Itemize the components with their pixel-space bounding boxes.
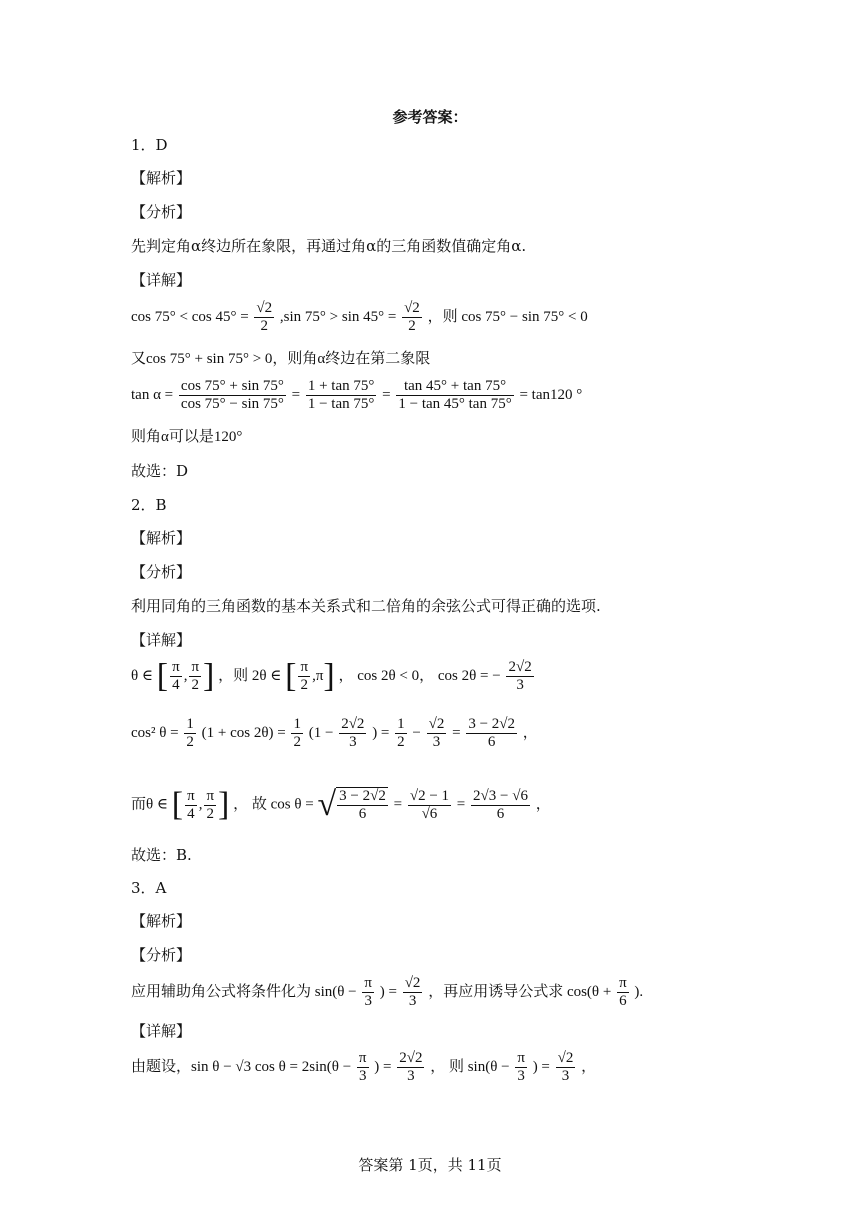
q1-choice: 故选：D [131, 462, 189, 480]
q2-number: 2．B [131, 496, 167, 514]
q3-fenxi: 【分析】 [131, 946, 192, 964]
q1-fenxi: 【分析】 [131, 203, 192, 221]
q1-number: 1．D [131, 136, 168, 154]
fraction: $\frac{\tan 45^\circ + \tan 75^\circ}{1 - \tan 45^\circ \tan 75^\circ}$ [398, 378, 512, 412]
q1-formula-tan: tan α = $\frac{\cos 75^\circ + \sin 75^\circ}{\cos 75^\circ - \sin 75^\circ}$ = $\frac{1 + \tan 75^\circ}{1 - \tan 75^\circ}$ = $\frac{\tan 45^\circ + \tan 75^\circ}{1 - \tan 45^\circ \tan 75^\circ}$ = tan120 ° [131, 378, 583, 412]
fraction: $\frac{√2}{2}$ [404, 300, 420, 334]
q2-fenxi: 【分析】 [131, 563, 192, 581]
fraction: $\frac{3 - 2√2}{6}$ [468, 716, 516, 750]
q3-jiexi: 【解析】 [131, 912, 192, 930]
page-footer: 答案第 1页，共 11页 [358, 1156, 502, 1174]
fraction: $\frac{2√3 - √6}{6}$ [473, 787, 528, 822]
fraction: $\frac{2√2}{3}$ [341, 716, 365, 750]
q3-number: 3．A [131, 879, 167, 897]
q1-xiangjie: 【详解】 [131, 271, 192, 289]
fraction: $\frac{1}{2}$ [397, 716, 405, 750]
fraction: $\frac{√2}{2}$ [256, 300, 273, 334]
fraction: $\frac{\pi}{2}$ [191, 659, 200, 693]
fraction: $\frac{\pi}{4}$ [172, 659, 180, 693]
fraction: $\frac{\pi}{3}$ [364, 975, 372, 1009]
q3-fenxi-text: 应用辅助角公式将条件化为 sin(θ − $\frac{\pi}{3}$ ) = $\frac{√2}{3}$ ，再应用诱导公式求 cos(θ + $\frac{\pi}{6}$ ). [131, 975, 644, 1009]
q1-jiexi: 【解析】 [131, 169, 192, 187]
fraction: $\frac{1}{2}$ [186, 716, 194, 750]
fraction: $\frac{3 - 2√2}{6}$ [336, 787, 388, 823]
q1-formula-line1: cos 75° < cos 45° = $\frac{√2}{2}$ ,sin 75° > sin 45° = $\frac{√2}{2}$ ，则 cos 75° − sin 75° < 0 [131, 300, 588, 334]
q2-jiexi: 【解析】 [131, 529, 192, 547]
fraction: $\frac{√2}{3}$ [557, 1050, 574, 1084]
fraction: $\frac{2√2}{3}$ [399, 1050, 423, 1084]
fraction: $\frac{\pi}{4}$ [187, 787, 195, 822]
page-title: 参考答案： [392, 108, 468, 126]
q2-choice: 故选：B. [131, 846, 192, 864]
q2-formula-line2: cos² θ = $\frac{1}{2}$ (1 + cos 2θ) = $\frac{1}{2}$ (1 − $\frac{2√2}{3}$ ) = $\frac{1}{2}$ − $\frac{√2}{3}$ = $\frac{3 - 2√2}{6}$ ， [131, 716, 538, 750]
fraction: $\frac{√2 - 1}{√6}$ [409, 787, 450, 822]
q2-fenxi-text: 利用同角的三角函数的基本关系式和二倍角的余弦公式可得正确的选项. [131, 597, 601, 615]
q1-formula-line4: 则角α可以是120° [131, 429, 243, 445]
fraction: $\frac{\pi}{3}$ [358, 1050, 367, 1084]
fraction: $\frac{\pi}{2}$ [300, 659, 309, 693]
fraction: $\frac{\pi}{3}$ [517, 1050, 525, 1084]
q2-xiangjie: 【详解】 [131, 631, 192, 649]
fraction: $\frac{1 + \tan 75^\circ}{1 - \tan 75^\circ}$ [307, 378, 375, 412]
fraction: $\frac{\cos 75^\circ + \sin 75^\circ}{\cos 75^\circ - \sin 75^\circ}$ [180, 378, 284, 412]
fraction: $\frac{√2}{3}$ [428, 716, 445, 750]
fraction: $\frac{\pi}{2}$ [206, 787, 215, 822]
q2-formula-line1: θ ∈ [ $\frac{\pi}{4}$ , $\frac{\pi}{2}$ ] ，则 2θ ∈ [ $\frac{\pi}{2}$ ,π] ， cos 2θ < 0， cos 2θ = − $\frac{2√2}{3}$ [131, 657, 532, 695]
fraction: $\frac{2√2}{3}$ [508, 659, 532, 693]
fraction: $\frac{√2}{3}$ [404, 975, 421, 1009]
fraction: $\frac{1}{2}$ [293, 716, 301, 750]
q3-xiangjie: 【详解】 [131, 1022, 192, 1040]
q2-formula-line3: 而θ ∈ [ $\frac{\pi}{4}$ , $\frac{\pi}{2}$ ] ， 故 cos θ = √ $\frac{3 - 2√2}{6}$ = $\frac{√2 - 1}{√6}$ = $\frac{2√3 - √6}{6}$ ， [131, 786, 551, 823]
q3-detail-line: 由题设，sin θ − √3 cos θ = 2sin(θ − $\frac{\pi}{3}$ ) = $\frac{2√2}{3}$ ， 则 sin(θ − $\frac{\pi}{3}$ ) = $\frac{√2}{3}$ ， [131, 1050, 597, 1084]
q1-fenxi-text: 先判定角α终边所在象限，再通过角α的三角函数值确定角α. [131, 237, 527, 255]
q1-formula-line2: 又cos 75° + sin 75° > 0，则角α终边在第二象限 [131, 351, 431, 367]
fraction: $\frac{\pi}{6}$ [619, 975, 627, 1009]
